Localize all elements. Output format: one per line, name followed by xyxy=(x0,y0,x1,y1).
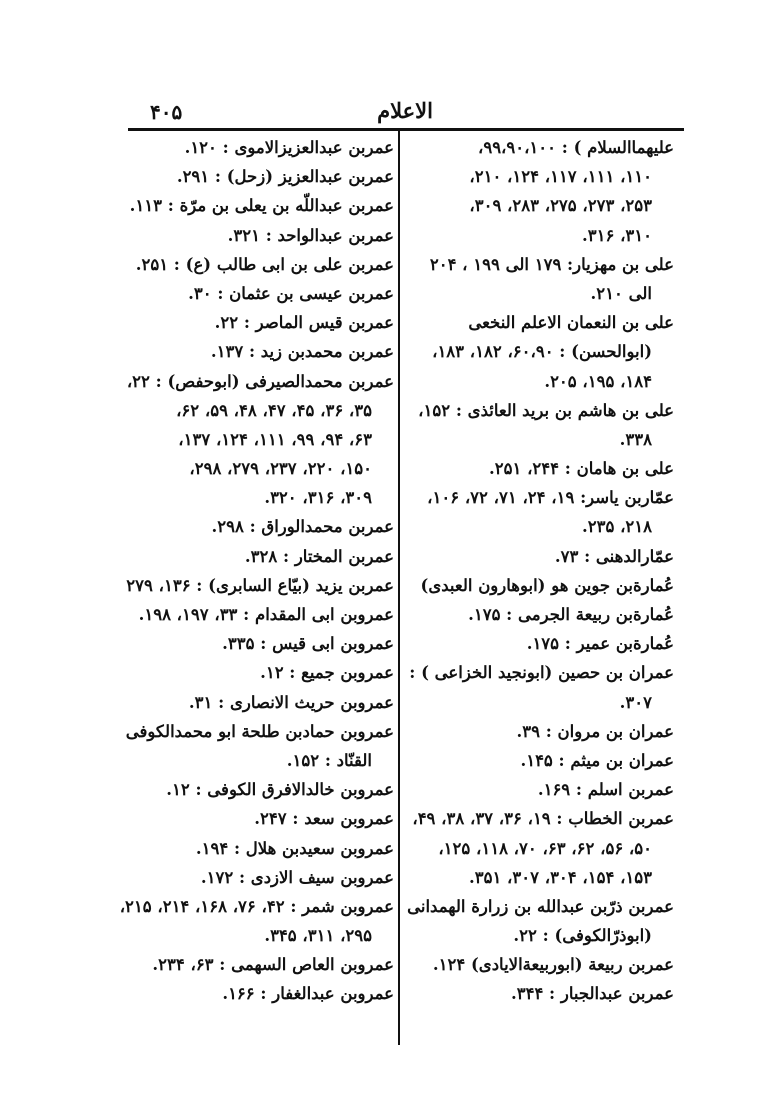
index-continuation-line: (ابوذرّالکوفی) : ۲۲. xyxy=(513,926,652,946)
index-continuation-line: ۳۳۸. xyxy=(619,429,652,449)
index-continuation-line: ۵۰، ۵۶، ۶۲، ۶۳، ۷۰، ۱۱۸، ۱۲۵، xyxy=(438,838,652,858)
index-continuation-line: ۱۵۳، ۱۵۴، ۳۰۴، ۳۰۷، ۳۵۱. xyxy=(468,867,652,887)
index-continuation-line: (ابوالحسن) : ۶۰،۹۰، ۱۸۲، ۱۸۳، xyxy=(432,342,652,362)
index-entry-line: عمروبن شمر : ۴۲، ۷۶، ۱۶۸، ۲۱۴، ۲۱۵، xyxy=(119,896,394,916)
index-entry-line: عمربن الخطاب : ۱۹، ۳۶، ۳۷، ۳۸، ۴۹، xyxy=(412,809,674,829)
index-continuation-line: الی ۲۱۰. xyxy=(590,283,652,303)
index-entry-line: عمربن ذرّبن عبدالله بن زرارة الهمدانی xyxy=(407,896,674,916)
index-entry-line: عمروبن جمیع : ۱۲. xyxy=(260,663,394,683)
index-continuation-line: ۲۵۳، ۲۷۳، ۲۷۵، ۲۸۳، ۳۰۹، xyxy=(469,196,652,216)
page-header xyxy=(128,94,682,126)
index-continuation-line: ۱۸۴، ۱۹۵، ۲۰۵. xyxy=(544,371,652,391)
index-entry-line: عمربن محمدالوراق : ۲۹۸. xyxy=(211,517,394,537)
index-column-left xyxy=(119,133,394,1009)
index-continuation-line: ۲۹۵، ۳۱۱، ۳۴۵. xyxy=(264,926,372,946)
index-entry-line: عمربن عبدالعزیز (زحل) : ۲۹۱. xyxy=(176,167,394,187)
index-entry-line: عُمارةبن جوین هو (ابوهارون العبدی) xyxy=(420,575,674,595)
index-continuation-line: ۳۱۰، ۳۱۶. xyxy=(581,225,652,245)
running-title: الاعلام xyxy=(377,98,433,123)
index-entry-line: عمربن ربیعة (ابوربیعةالایادی) ۱۲۴. xyxy=(432,955,674,975)
index-entry-line: عمروبن عبدالغفار : ۱۶۶. xyxy=(222,984,394,1004)
index-entry-line: علیهماالسلام ) : ۹۹،۹۰،۱۰۰، xyxy=(478,138,674,157)
index-entry-line: علی بن مهزیار: ۱۷۹ الی ۱۹۹ ، ۲۰۴ xyxy=(429,254,674,274)
index-entry-line: عمروبن حریث الانصاری : ۳۱. xyxy=(188,692,394,712)
index-entry-line: عمروبن سیف الازدی : ۱۷۲. xyxy=(200,867,394,887)
index-entry-line: عمران بن مروان : ۳۹. xyxy=(516,721,674,741)
index-entry-line: عمربن عبدالواحد : ۳۲۱. xyxy=(227,225,394,245)
header-rule xyxy=(128,128,684,131)
index-entry-line: علی بن النعمان الاعلم النخعی xyxy=(468,313,674,333)
index-entry-line: عمربن المختار : ۳۲۸. xyxy=(244,546,394,566)
index-entry-line: عمروبن سعیدبن هلال : ۱۹۴. xyxy=(195,838,394,858)
index-continuation-line: ۲۱۸، ۲۳۵. xyxy=(581,517,652,537)
index-entry-line: عمربن علی بن ابی طالب (ع) : ۲۵۱. xyxy=(135,254,394,274)
index-entry-line: عمّاربن یاسر: ۱۹، ۲۴، ۷۱، ۷۲، ۱۰۶، xyxy=(427,488,674,508)
index-entry-line: عمران بن میثم : ۱۴۵. xyxy=(520,750,674,770)
index-continuation-line: ۳۰۷. xyxy=(619,692,652,712)
index-entry-line: عمربن محمدبن زید : ۱۳۷. xyxy=(210,342,394,362)
index-entry-line: عمربن عیسی بن عثمان : ۳۰. xyxy=(188,283,394,303)
index-entry-line: عمربن عبدالجبار : ۳۴۴. xyxy=(510,984,674,1004)
index-continuation-line: ۱۱۰، ۱۱۱، ۱۱۷، ۱۲۴، ۲۱۰، xyxy=(469,167,652,187)
index-entry-line: عمربن عبداللّه بن یعلی بن مرّة : ۱۱۳. xyxy=(129,196,394,216)
index-continuation-line: القنّاد : ۱۵۲. xyxy=(286,750,372,770)
column-divider xyxy=(398,131,400,1045)
index-continuation-line: ۳۰۹، ۳۱۶، ۳۲۰. xyxy=(264,488,372,508)
index-entry-line: علی بن هاشم بن برید العائذی : ۱۵۲، xyxy=(418,400,674,420)
index-entry-line: عمربن یزید (بیّاع السابری) : ۱۳۶، ۲۷۹ xyxy=(126,575,394,595)
index-entry-line: عمروبن ابی قیس : ۳۳۵. xyxy=(222,634,394,654)
index-entry-line: عمربن اسلم : ۱۶۹. xyxy=(537,780,674,800)
index-continuation-line: ۱۵۰، ۲۲۰، ۲۳۷، ۲۷۹، ۲۹۸، xyxy=(189,459,372,479)
index-entry-line: عمّارالدهنی : ۷۳. xyxy=(554,546,674,566)
index-entry-line: عمربن محمدالصیرفی (ابوحفص) : ۲۲، xyxy=(126,371,394,391)
index-entry-line: عمروبن العاص السهمی : ۶۳، ۲۳۴. xyxy=(152,955,394,975)
page-number: ۴۰۵ xyxy=(150,100,183,124)
index-entry-line: عُمارةبن ربیعة الجرمی : ۱۷۵. xyxy=(468,605,674,624)
index-continuation-line: ۶۳، ۹۴، ۹۹، ۱۱۱، ۱۲۴، ۱۳۷، xyxy=(178,429,372,449)
index-column-right xyxy=(407,133,674,1009)
index-entry-line: عمران بن حصین (ابونجید الخزاعی ) : xyxy=(409,663,674,683)
index-continuation-line: ۳۵، ۳۶، ۴۵، ۴۷، ۴۸، ۵۹، ۶۲، xyxy=(176,400,372,420)
index-entry-line: عمروبن حمادبن طلحة ابو محمدالکوفی xyxy=(125,721,394,741)
index-entry-line: علی بن هامان : ۲۴۴، ۲۵۱. xyxy=(488,459,674,479)
index-entry-line: عُمارةبن عمیر : ۱۷۵. xyxy=(526,634,674,654)
index-entry-line: عمروبن سعد : ۲۴۷. xyxy=(254,809,394,829)
index-entry-line: عمربن قیس الماصر : ۲۲. xyxy=(214,313,394,333)
index-entry-line: عمروبن خالدالافرق الکوفی : ۱۲. xyxy=(166,780,394,800)
index-entry-line: عمربن عبدالعزیزالاموی : ۱۲۰. xyxy=(184,138,394,157)
index-entry-line: عمروبن ابی المقدام : ۳۳، ۱۹۷، ۱۹۸. xyxy=(138,605,394,624)
